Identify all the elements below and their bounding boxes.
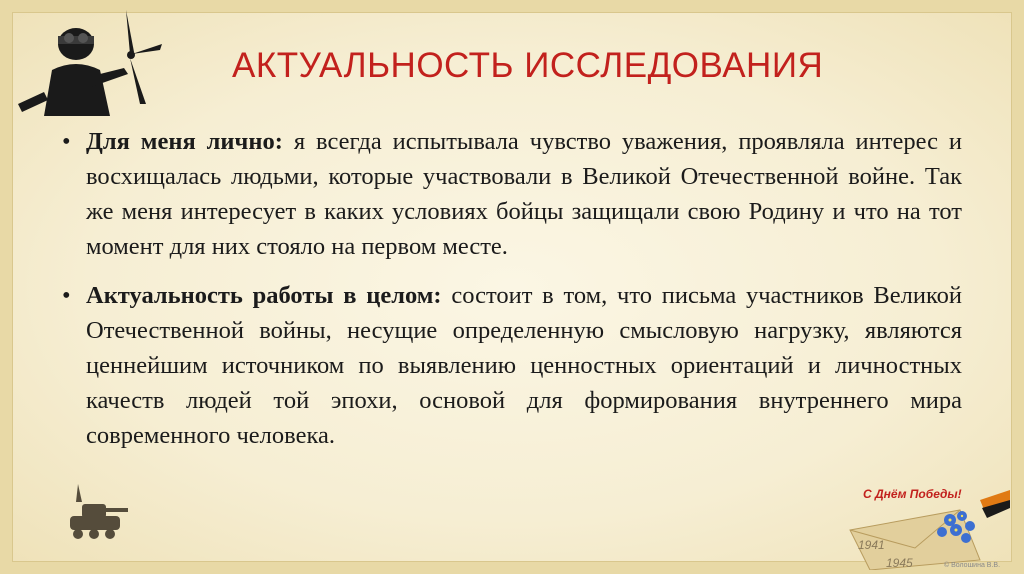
tank-icon — [60, 480, 130, 550]
page-title: АКТУАЛЬНОСТЬ ИССЛЕДОВАНИЯ — [232, 46, 824, 85]
year-end-label: 1945 — [886, 556, 913, 570]
bullet-lead: Актуальность работы в целом: — [86, 282, 442, 309]
bullet-item-personal — [62, 124, 962, 264]
credit-label: © Волошина В.В. — [944, 562, 1001, 569]
bullet-marker: • — [62, 128, 71, 155]
victory-caption: С Днём Победы! — [863, 487, 962, 501]
bullet-text: я всегда испытывала чувство уважения, проявляла интерес и восхищалась людьми, которые участвовали в Великой Отечественной войне. Так же меня интересует в каких условиях бойцы защищали свою Родину и что на тот момент для них стояло на первом месте. — [86, 128, 962, 260]
bullet-lead: Для меня лично: — [86, 128, 283, 155]
bullet-marker: • — [62, 282, 71, 309]
soldier-pilot-illustration — [14, 8, 164, 116]
year-start-label: 1941 — [858, 538, 885, 552]
slide-content — [62, 124, 962, 467]
letter-flowers-illustration — [830, 470, 1010, 570]
bullet-item-relevance — [62, 278, 962, 453]
bullet-text: состоит в том, что письма участников Великой Отечественной войны, несущие определенную смысловую нагрузку, являются ценнейшим источником по выявлению ценностных ориентаций и личностных качеств людей той эпохи, основой для формирования внутреннего мира современного человека. — [86, 282, 962, 449]
